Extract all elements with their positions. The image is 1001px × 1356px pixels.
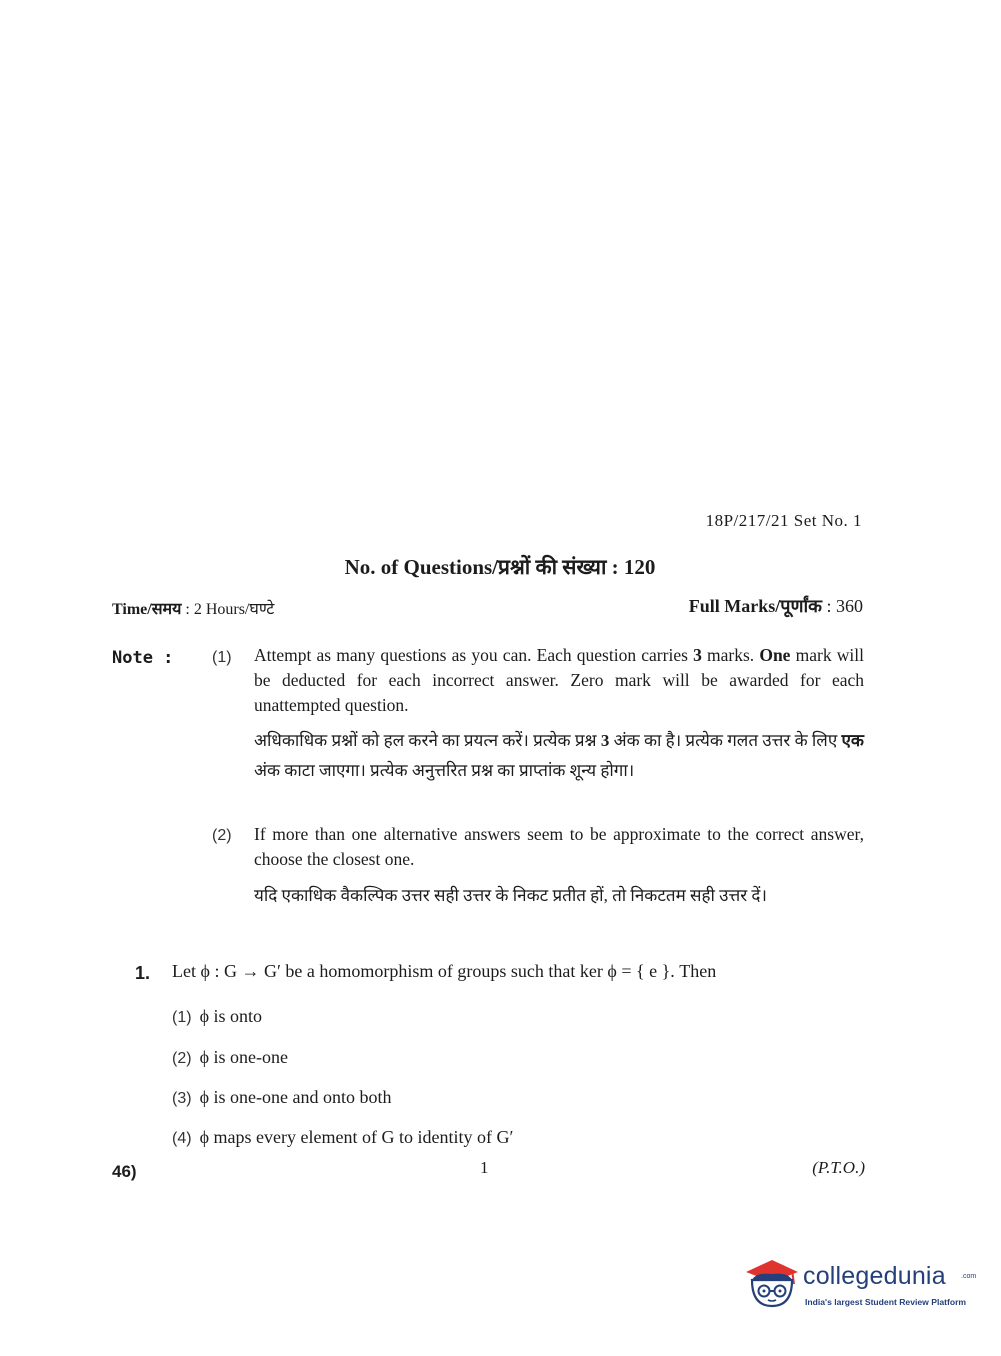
set-number: 18P/217/21 Set No. 1: [705, 511, 862, 530]
note-1-hindi: [254, 726, 864, 786]
note-1-en-part-c: mark will be deducted for each incorrect answer. Zero mark will be awarded for each unattempted question.: [254, 645, 864, 715]
option-number: (2): [172, 1050, 192, 1067]
time-allowed: [112, 597, 274, 619]
time-value: : 2 Hours/घण्टे: [185, 601, 275, 618]
option-number: (3): [172, 1090, 192, 1107]
note-item-number: (2): [212, 827, 232, 844]
note-1-english: [254, 643, 864, 718]
note-1-en-part-b: marks.: [701, 645, 760, 665]
option-text: ϕ is one-one: [199, 1047, 289, 1067]
question-count: No. of Questions/प्रश्नों की संख्या : 120: [344, 555, 656, 579]
question-number: 1.: [135, 963, 151, 983]
paper-code: 46): [112, 1162, 137, 1181]
page-number: 1: [480, 1158, 489, 1177]
marks-label: Full Marks/पूर्णांक: [688, 596, 822, 616]
time-label: Time/समय: [112, 601, 182, 618]
full-marks: [560, 594, 863, 618]
answer-option: [172, 1087, 392, 1108]
answer-option: [172, 1127, 513, 1148]
option-number: (1): [172, 1009, 192, 1026]
note-item-number: (1): [212, 649, 232, 666]
brand-suffix: .com: [961, 1273, 977, 1280]
note-1-hi-bold-ek: एक: [841, 731, 864, 750]
answer-option: [172, 1006, 262, 1027]
note-1-en-part-a: Attempt as many questions as you can. Each question carries: [254, 645, 694, 665]
note-1-hi-part-b: अंक का है। प्रत्येक गलत उत्तर के लिए: [609, 731, 842, 750]
note-1-en-bold-3: 3: [693, 645, 702, 665]
note-label: Note :: [112, 648, 174, 668]
option-text: ϕ is one-one and onto both: [199, 1087, 392, 1107]
note-1-hi-part-a: अधिकाधिक प्रश्नों को हल करने का प्रयत्न करें। प्रत्येक प्रश्न: [254, 731, 601, 750]
question-text: Let ϕ : G → G′ be a homomorphism of groups such that ker ϕ = { e }. Then: [172, 961, 717, 981]
note-2-english: If more than one alternative answers seem to be approximate to the correct answer, choose the closest one.: [254, 824, 864, 869]
note-1-hi-bold-3: 3: [600, 731, 610, 750]
answer-option: [172, 1047, 288, 1068]
note-2-hindi: यदि एकाधिक वैकल्पिक उत्तर सही उत्तर के निकट प्रतीत हों, तो निकटतम सही उत्तर दें।: [254, 886, 767, 905]
marks-value: : 360: [826, 596, 863, 616]
brand-name: collegedunia: [803, 1262, 946, 1290]
option-number: (4): [172, 1130, 192, 1147]
option-text: ϕ maps every element of G to identity of G′: [199, 1127, 514, 1147]
please-turn-over: (P.T.O.): [812, 1158, 865, 1177]
note-1-hi-part-c: अंक काटा जाएगा। प्रत्येक अनुत्तरित प्रश्न का प्राप्तांक शून्य होगा।: [254, 761, 635, 780]
note-1-en-bold-one: One: [759, 645, 791, 665]
brand-tagline: India's largest Student Review Platform: [805, 1297, 967, 1307]
option-text: ϕ is onto: [199, 1006, 263, 1026]
